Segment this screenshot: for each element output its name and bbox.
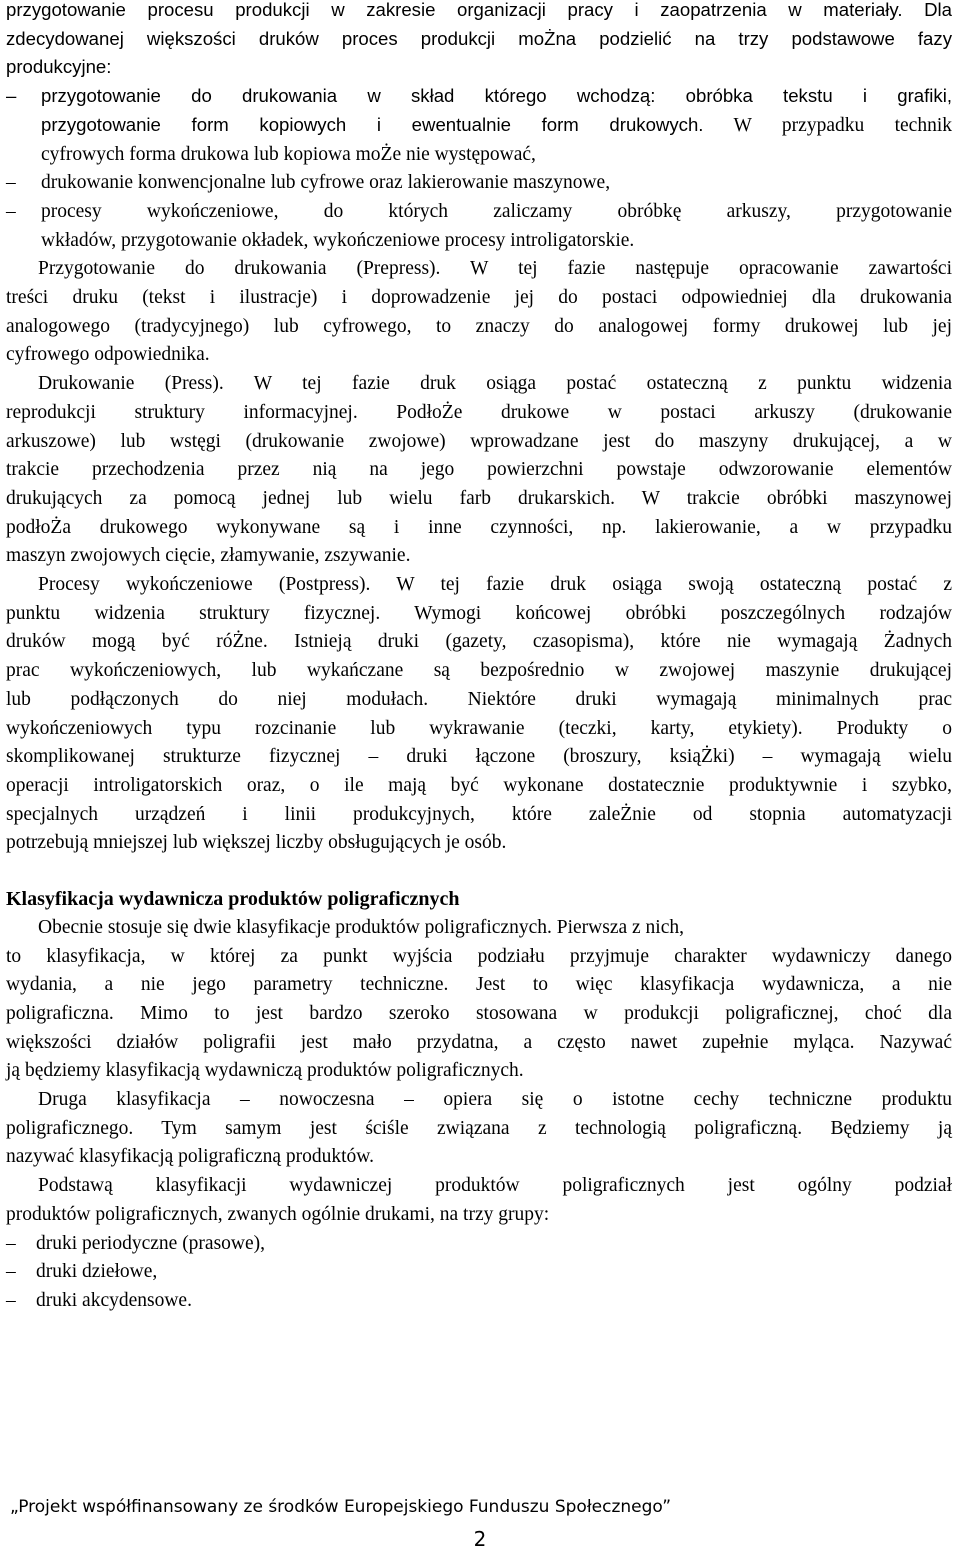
text-line: druków mogą być róŻne. Istnieją druki (gazety, czasopisma), które nie wymagają Żadnych	[6, 631, 952, 653]
dash-bullet: –	[6, 1261, 16, 1283]
text-line: produktów poligraficznych, zwanych ogólnie drukami, na trzy grupy:	[6, 1203, 550, 1225]
list-item	[6, 1287, 952, 1316]
text-line: Podstawą klasyfikacji wydawniczej produktów poligraficznych jest ogólny podział	[38, 1175, 952, 1197]
text-line: produkcyjne:	[6, 56, 112, 78]
text-run: W przypadku technik	[733, 114, 952, 136]
text-line: analogowego (tradycyjnego) lub cyfrowego, to znaczy do analogowej formy drukowej lub jej	[6, 315, 952, 337]
text-line: prac wykończeniowych, lub wykańczane są bezpośrednio w zwojowej maszynie drukującej	[6, 660, 952, 682]
text-line: specjalnych urządzeń i linii produkcyjnych, które zaleŻnie od stopnia automatyzacji	[6, 803, 952, 825]
list-item-text: druki dziełowe,	[36, 1261, 158, 1283]
paragraph-classification-2	[6, 1086, 952, 1172]
text-line: reprodukcji struktury informacyjnej. PodłoŻe drukowe w postaci arkuszy (drukowanie	[6, 401, 952, 423]
dash-bullet: –	[6, 85, 17, 107]
text-run: przygotowanie form kopiowych i ewentualnie form drukowych.	[41, 113, 704, 135]
text-line: Przygotowanie do drukowania (Prepress). W tej fazie następuje opracowanie zawartości	[38, 258, 952, 280]
text-line: nazywać klasyfikacją poligraficzną produktów.	[6, 1146, 374, 1168]
text-line: ją będziemy klasyfikacją wydawniczą produktów poligraficznych.	[6, 1060, 524, 1082]
paragraph-prepress	[6, 255, 952, 370]
paragraph-classification-1	[6, 914, 952, 1086]
page-footer: „Projekt współfinansowany ze środków Europejskiego Funduszu Społecznego”	[10, 1497, 672, 1517]
text-line: operacji introligatorskich oraz, o ile mają być wykonane dostatecznie produktywnie i szybko,	[6, 774, 952, 796]
list-item	[6, 1258, 952, 1287]
document-page	[6, 0, 952, 1316]
text-line: Obecnie stosuje się dwie klasyfikacje produktów poligraficznych. Pierwsza z nich,	[38, 916, 685, 938]
text-line: Druga klasyfikacja – nowoczesna – opiera się o istotne cechy techniczne produktu	[38, 1089, 952, 1111]
text-line: większości działów poligrafii jest mało przydatna, a często nawet zupełnie myląca. Nazywać	[6, 1031, 952, 1053]
paragraph-press	[6, 370, 952, 571]
text-line: trakcie przechodzenia przez nią na jego powierzchni powstaje odwzorowanie elementów	[6, 459, 952, 481]
list-item	[6, 169, 952, 198]
list-item-text: druki periodyczne (prasowe),	[36, 1232, 266, 1254]
text-line: drukujących za pomocą jednej lub wielu farb drukarskich. W trakcie obróbki maszynowej	[6, 487, 952, 509]
dash-bullet: –	[6, 200, 16, 222]
text-line: to klasyfikacja, w której za punkt wyjścia podziału przyjmuje charakter wydawniczy danego	[6, 945, 952, 967]
text-line: zdecydowanej większości druków proces produkcji moŻna podzielić na trzy podstawowe fazy	[6, 27, 952, 49]
text-line: arkuszowe) lub wstęgi (drukowanie zwojowe) wprowadzane jest do maszyny drukującej, a w	[6, 430, 952, 452]
text-line: maszyn zwojowych cięcie, złamywanie, zszywanie.	[6, 545, 411, 567]
text-line: treści druku (tekst i ilustracje) i doprowadzenie jej do postaci odpowiedniej dla drukowania	[6, 287, 952, 309]
list-item	[6, 1230, 952, 1259]
dash-bullet: –	[6, 172, 16, 194]
paragraph-postpress	[6, 571, 952, 858]
list-item-text: procesy wykończeniowe, do których zaliczamy obróbkę arkuszy, przygotowanie	[41, 200, 952, 222]
text-line: punktu widzenia struktury fizycznej. Wymogi końcowej obróbki poszczególnych rodzajów	[6, 602, 952, 624]
list-item	[6, 198, 952, 227]
list-item	[6, 82, 952, 111]
text-line: Procesy wykończeniowe (Postpress). W tej fazie druk osiąga swoją ostateczną postać z	[38, 574, 952, 596]
page-number: 2	[473, 1527, 487, 1551]
text-line: podłoŻa drukowego wykonywane są i inne czynności, np. lakierowanie, a w przypadku	[6, 516, 952, 538]
text-line: poligraficznego. Tym samym jest ściśle związana z technologią poligraficzną. Będziemy ją	[6, 1117, 952, 1139]
text-line: wykończeniowych typu rozcinanie lub wykrawanie (teczki, karty, etykiety). Produkty o	[6, 717, 952, 739]
list-item-continuation	[6, 111, 952, 141]
text-line: cyfrowego odpowiednika.	[6, 344, 210, 366]
text-line: potrzebują mniejszej lub większej liczby obsługujących je osób.	[6, 832, 507, 854]
text-line: lub podłączonych do niej modułach. Niektóre druki wymagają minimalnych prac	[6, 688, 952, 710]
list-item-text: przygotowanie do drukowania w skład którego wchodzą: obróbka tekstu i grafiki,	[41, 85, 952, 107]
dash-bullet: –	[6, 1232, 16, 1254]
list-item-continuation: wkładów, przygotowanie okładek, wykończeniowe procesy introligatorskie.	[41, 229, 635, 251]
dash-bullet: –	[6, 1289, 16, 1311]
text-line: Drukowanie (Press). W tej fazie druk osiąga postać ostateczną z punktu widzenia	[38, 373, 952, 395]
text-line: poligraficzna. Mimo to jest bardzo szeroko stosowana w produkcji poligraficznej, choć dla	[6, 1002, 952, 1024]
section-heading: Klasyfikacja wydawnicza produktów poligraficznych	[6, 888, 460, 911]
text-line: skomplikowanej strukturze fizycznej – druki łączone (broszury, ksiąŻki) – wymagają wielu	[6, 746, 952, 768]
text-line: wydania, a nie jego parametry techniczne. Jest to więc klasyfikacja wydawnicza, a nie	[6, 974, 952, 996]
paragraph-classification-3	[6, 1172, 952, 1229]
list-item-text: druki akcydensowe.	[36, 1289, 192, 1311]
list-item-continuation: cyfrowych forma drukowa lub kopiowa moŻe nie występować,	[41, 143, 536, 165]
text-line: przygotowanie procesu produkcji w zakresie organizacji pracy i zaopatrzenia w materiały. Dla	[6, 0, 952, 20]
group-list	[6, 1230, 952, 1316]
list-item-text: drukowanie konwencjonalne lub cyfrowe oraz lakierowanie maszynowe,	[41, 172, 611, 194]
